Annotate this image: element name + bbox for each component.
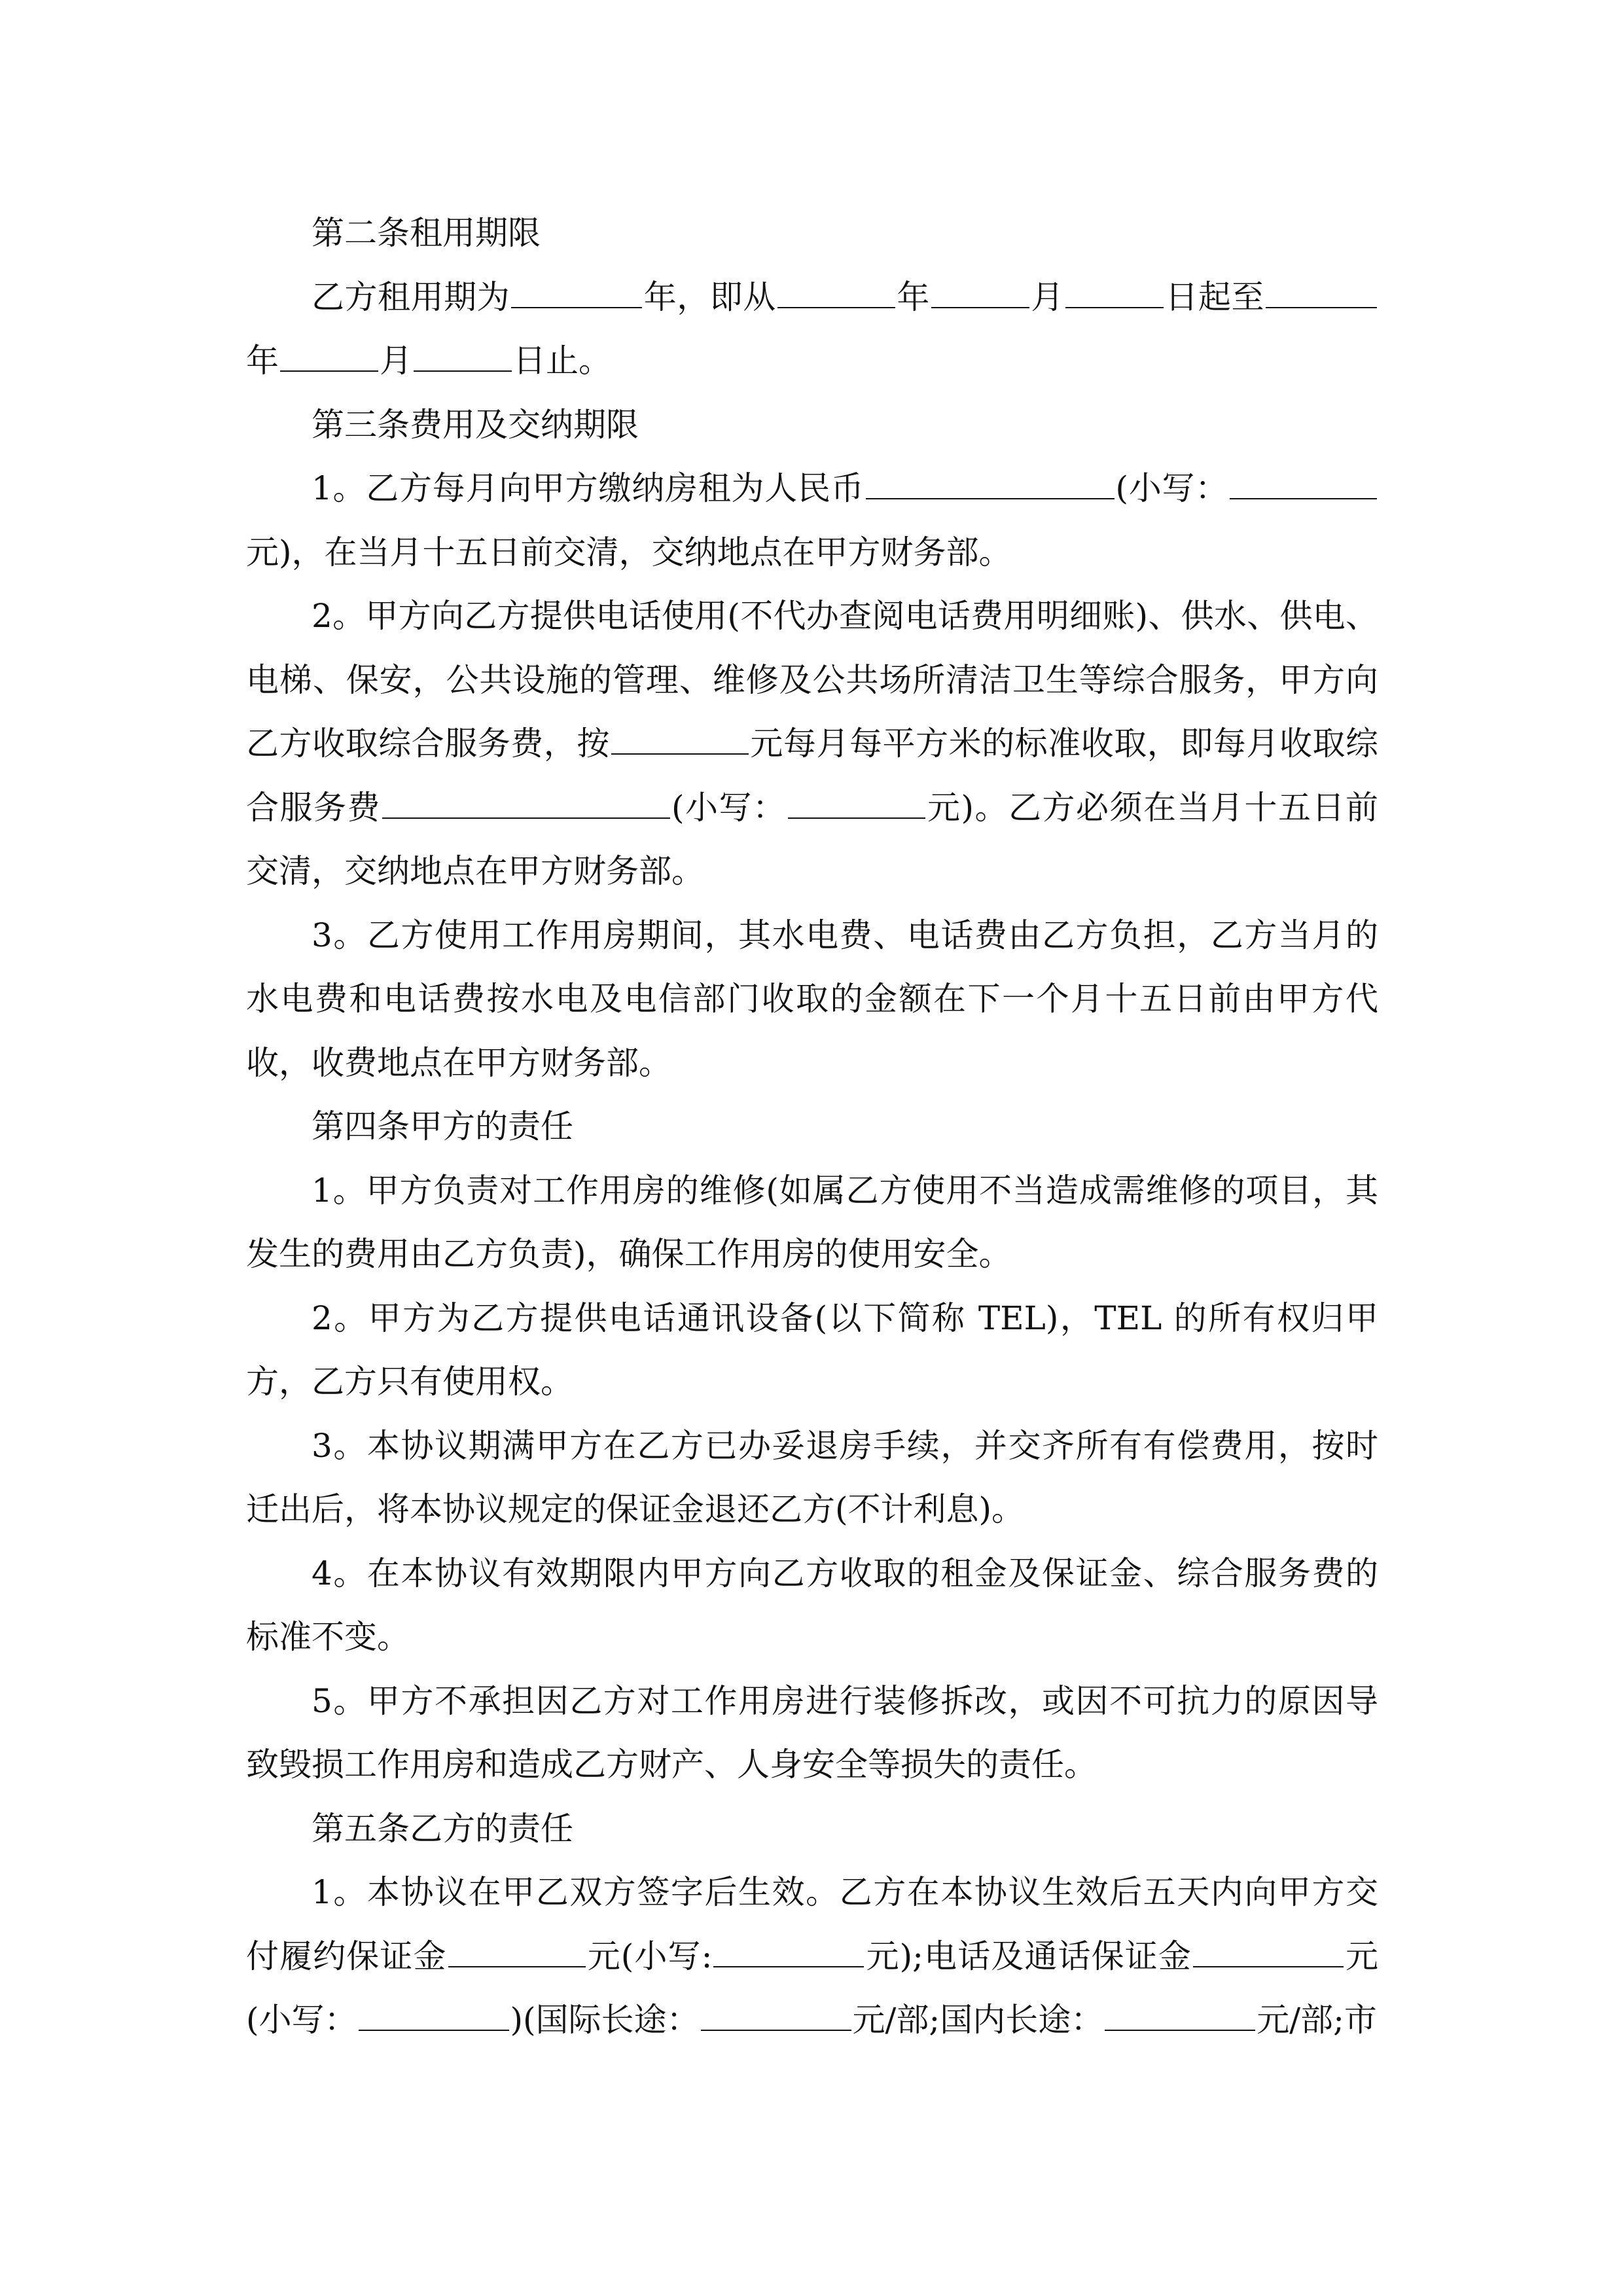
clause-2-text: 乙方租用期为 年，即从 年 月 日起至年 月 日止。	[246, 266, 1378, 393]
blank-service-fee[interactable]	[382, 791, 670, 819]
blank-deposit[interactable]	[448, 1940, 586, 1967]
blank-start-month[interactable]	[931, 281, 1029, 308]
clause-4-item-5: 5。甲方不承担因乙方对工作用房进行装修拆改，或因不可抗力的原因导致毁损工作用房和造成乙方财产、人身安全等损失的责任。	[246, 1681, 1378, 1784]
blank-domestic[interactable]	[1105, 2003, 1255, 2031]
clause-3-heading: 第三条费用及交纳期限	[312, 405, 639, 444]
blank-end-day[interactable]	[414, 344, 512, 372]
blank-deposit-lowercase[interactable]	[713, 1940, 864, 1967]
blank-end-year[interactable]	[1266, 281, 1377, 308]
blank-service-rate[interactable]	[611, 727, 749, 755]
clause-4-heading: 第四条甲方的责任	[312, 1107, 573, 1145]
clause-3-item-3: 3。乙方使用工作用房期间，其水电费、电话费由乙方负担，乙方当月的水电费和电话费按水电及电信部门收取的金额在下一个月十五日前由甲方代收，收费地点在甲方财务部。	[246, 916, 1378, 1082]
clause-4-item-1: 1。甲方负责对工作用房的维修(如属乙方使用不当造成需维修的项目，其发生的费用由乙方负责)，确保工作用房的使用安全。	[246, 1171, 1378, 1273]
blank-rent-lowercase[interactable]	[1230, 472, 1377, 499]
clause-4-item-2: 2。甲方为乙方提供电话通讯设备(以下简称 TEL)，TEL 的所有权归甲方，乙方只有使用权。	[246, 1299, 1378, 1401]
blank-end-month[interactable]	[280, 344, 378, 372]
blank-rent-amount[interactable]	[866, 472, 1115, 499]
clause-3-item-2: 2。甲方向乙方提供电话使用(不代办查阅电话费用明细账)、供水、供电、电梯、保安，公共设施的管理、维修及公共场所清洁卫生等综合服务，甲方向乙方收取综合服务费，按 元每月每平方米的标准收取，即每月收取综合服务费 (小写： 元)。乙方必须在当月十五日前交清，交纳地点在甲方财务部。	[246, 597, 1379, 890]
blank-service-lowercase[interactable]	[788, 791, 925, 819]
clause-2-heading: 第二条租用期限	[312, 214, 541, 252]
clause-4-item-4: 4。在本协议有效期限内甲方向乙方收取的租金及保证金、综合服务费的标准不变。	[246, 1554, 1378, 1656]
blank-phone-deposit[interactable]	[1193, 1940, 1344, 1967]
blank-phone-deposit-lowercase[interactable]	[359, 2003, 509, 2031]
clause-3-item-1: 1。乙方每月向甲方缴纳房租为人民币 (小写：元)，在当月十五日前交清，交纳地点在甲方财务部。	[246, 457, 1378, 584]
blank-start-year[interactable]	[777, 281, 895, 308]
blank-years[interactable]	[511, 281, 642, 308]
blank-international[interactable]	[701, 2003, 851, 2031]
blank-start-day[interactable]	[1065, 281, 1164, 308]
clause-5-item-1: 1。本协议在甲乙双方签字后生效。乙方在本协议生效后五天内向甲方交付履约保证金 元(小写: 元);电话及通话保证金 元(小写： )(国际长途： 元/部;国内长途： 元/部;市	[246, 1873, 1379, 2039]
document-body	[246, 202, 1378, 2053]
clause-5-heading: 第五条乙方的责任	[312, 1809, 573, 1848]
clause-4-item-3: 3。本协议期满甲方在乙方已办妥退房手续，并交齐所有有偿费用，按时迁出后，将本协议规定的保证金退还乙方(不计利息)。	[246, 1426, 1378, 1528]
